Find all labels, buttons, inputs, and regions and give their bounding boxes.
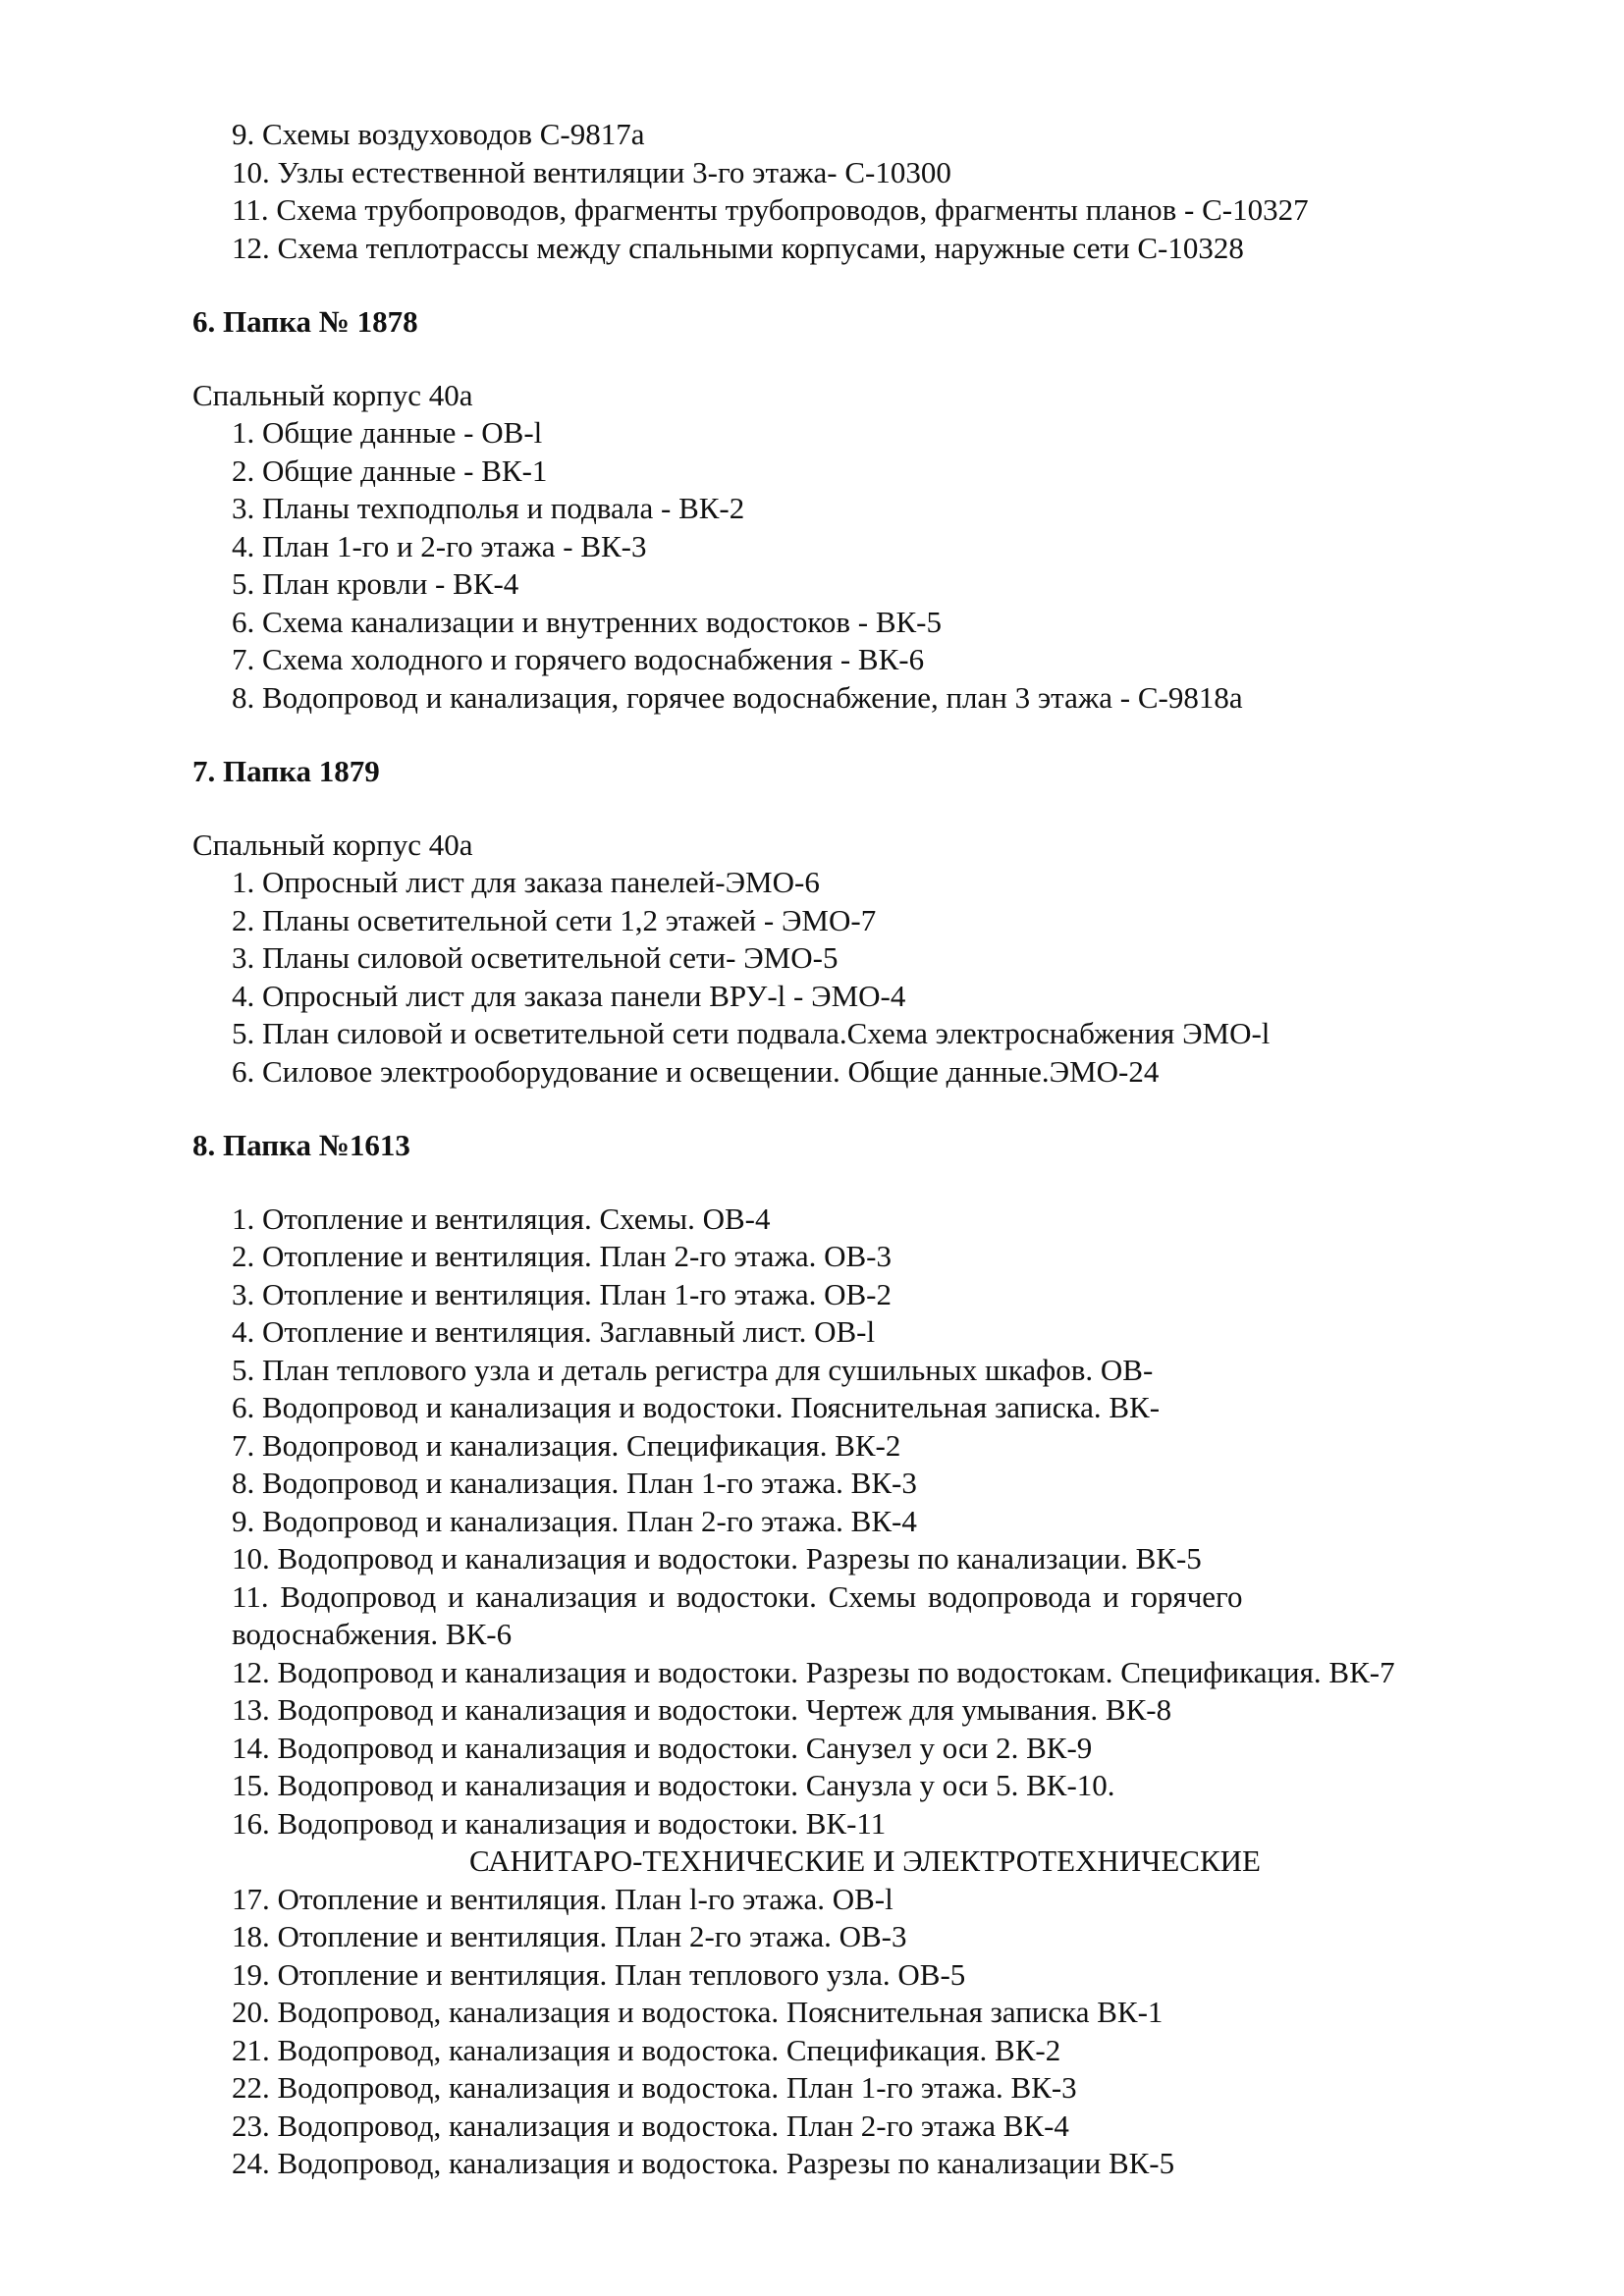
list-item: 21. Водопровод, канализация и водостока. Спецификация. ВК-2: [232, 2032, 1061, 2067]
list-item: 10. Узлы естественной вентиляции 3-го этажа- С-10300: [232, 154, 951, 189]
list-item: 9. Водопровод и канализация. План 2-го этажа. ВК-4: [232, 1503, 917, 1538]
list-item: 19. Отопление и вентиляция. План теплового узла. ОВ-5: [232, 1956, 966, 1992]
list-item: 5. План теплового узла и деталь регистра для сушильных шкафов. ОВ-: [232, 1352, 1154, 1387]
spacer: [192, 717, 1498, 753]
section-heading-8: 8. Папка №1613: [192, 1128, 410, 1162]
list-item: 20. Водопровод, канализация и водостока. Пояснительная записка ВК-1: [232, 1995, 1164, 2029]
list-item: 9. Схемы воздуховодов С-9817а: [232, 117, 645, 151]
list-item: 7. Схема холодного и горячего водоснабжения - ВК-6: [232, 642, 925, 676]
list-item: 12. Схема теплотрассы между спальными корпусами, наружные сети С-10328: [232, 230, 1244, 265]
list-item: 1. Опросный лист для заказа панелей-ЭМО-6: [232, 865, 820, 899]
list-item: 11. Водопровод и канализация и водостоки. Схемы водопровода и горячего: [232, 1578, 1243, 1614]
list-item: 6. Водопровод и канализация и водостоки. Пояснительная записка. ВК-: [232, 1390, 1161, 1424]
list-item: 4. План 1-го и 2-го этажа - ВК-3: [232, 528, 647, 563]
section-list-6: [192, 414, 1498, 717]
list-item: 2. Отопление и вентиляция. План 2-го этажа. ОВ-3: [232, 1239, 893, 1273]
spacer: [192, 1165, 1498, 1201]
centered-subheading: САНИТАРО-ТЕХНИЧЕСКИЕ И ЭЛЕКТРОТЕХНИЧЕСКИЕ: [469, 1843, 1261, 1878]
list-item: 7. Водопровод и канализация. Спецификация. ВК-2: [232, 1427, 901, 1463]
list-item: 3. Отопление и вентиляция. План 1-го этажа. ОВ-2: [232, 1276, 893, 1311]
list-item: 22. Водопровод, канализация и водостока. План 1-го этажа. ВК-3: [232, 2070, 1077, 2105]
section-list-8: [192, 1201, 1498, 2183]
section-subtitle-6: Спальный корпус 40а: [192, 377, 473, 412]
list-item: 13. Водопровод и канализация и водостоки. Чертеж для умывания. ВК-8: [232, 1692, 1172, 1727]
section-heading-7: 7. Папка 1879: [192, 754, 380, 788]
list-item: 8. Водопровод и канализация. План 1-го этажа. ВК-3: [232, 1466, 917, 1500]
list-item: 8. Водопровод и канализация, горячее водоснабжение, план 3 этажа - С-9818а: [232, 679, 1243, 715]
list-item: 2. Общие данные - ВК-1: [232, 453, 548, 488]
list-item: 3. Планы силовой осветительной сети- ЭМО-5: [232, 940, 839, 975]
section-heading-6: 6. Папка № 1878: [192, 304, 418, 339]
section-subtitle-7: Спальный корпус 40а: [192, 827, 473, 862]
list-item: 17. Отопление и вентиляция. План l-го этажа. ОВ-l: [232, 1881, 893, 1916]
list-item: 10. Водопровод и канализация и водостоки. Разрезы по канализации. ВК-5: [232, 1541, 1202, 1575]
list-item: 16. Водопровод и канализация и водостоки. ВК-11: [232, 1805, 887, 1841]
list-item: 15. Водопровод и канализация и водостоки. Санузла у оси 5. ВК-10.: [232, 1768, 1115, 1802]
list-item: 1. Отопление и вентиляция. Схемы. ОВ-4: [232, 1201, 771, 1236]
list-item: 5. План силовой и осветительной сети подвала.Схема электроснабжения ЭМО-l: [232, 1016, 1271, 1050]
list-item: 4. Опросный лист для заказа панели ВРУ-l - ЭМО-4: [232, 978, 906, 1013]
list-item: 3. Планы техподполья и подвала - ВК-2: [232, 491, 745, 525]
list-item: 11. Схема трубопроводов, фрагменты трубопроводов, фрагменты планов - С-10327: [232, 192, 1309, 227]
list-item: 1. Общие данные - ОВ-l: [232, 415, 543, 450]
list-item: 12. Водопровод и канализация и водостоки. Разрезы по водостокам. Спецификация. ВК-7: [232, 1654, 1395, 1689]
list-item: 24. Водопровод, канализация и водостока. Разрезы по канализации ВК-5: [232, 2146, 1175, 2180]
list-item: 6. Силовое электрооборудование и освещении. Общие данные.ЭМО-24: [232, 1053, 1160, 1089]
list-item: 2. Планы осветительной сети 1,2 этажей - ЭМО-7: [232, 902, 877, 937]
spacer: [192, 1091, 1498, 1127]
spacer: [192, 267, 1498, 303]
list-item: 18. Отопление и вентиляция. План 2-го этажа. ОВ-3: [232, 1919, 907, 1953]
list-item: 4. Отопление и вентиляция. Заглавный лист. ОВ-l: [232, 1314, 876, 1349]
section-list-7: [192, 864, 1498, 1091]
list-item-continuation: водоснабжения. ВК-6: [232, 1617, 513, 1651]
list-item: 23. Водопровод, канализация и водостока. План 2-го этажа ВК-4: [232, 2108, 1069, 2143]
document-content: [192, 116, 1498, 2183]
top-list: [192, 116, 1498, 267]
list-item: 14. Водопровод и канализация и водостоки. Санузел у оси 2. ВК-9: [232, 1730, 1093, 1765]
spacer: [192, 791, 1498, 827]
spacer: [192, 342, 1498, 377]
list-item: 5. План кровли - ВК-4: [232, 566, 519, 601]
list-item: 6. Схема канализации и внутренних водостоков - ВК-5: [232, 604, 943, 639]
